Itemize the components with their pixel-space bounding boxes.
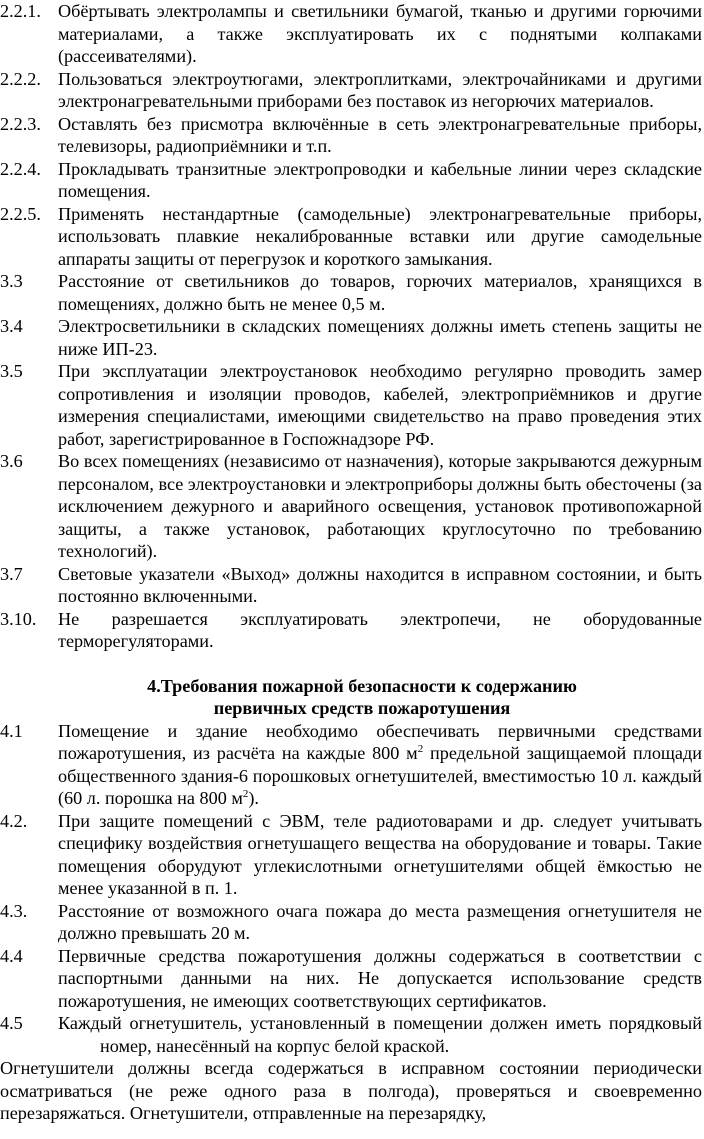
item-text-part: Помещение и здание необходимо обеспечивать первичными средствами пожаротушения, из расчёта на каждые 800 м: [58, 720, 702, 763]
list-item: [0, 270, 704, 315]
item-number: 2.2.3.: [0, 113, 41, 134]
item-number: 4.5: [0, 1013, 23, 1033]
item-text: Не разрешается эксплуатировать электропечи, не оборудованные терморегуляторами.: [58, 608, 702, 651]
item-text: При эксплуатации электроустановок необходимо регулярно проводить замер сопротивления и изоляции проводов, кабелей, электроприёмников и другие измерения специалистами, имеющими свидетельство на право проведения этих работ, зарегистрированное в Госпожнадзоре РФ.: [58, 361, 702, 449]
item-text: Расстояние от возможного очага пожара до места размещения огнетушителя не должно превышать 20 м.: [58, 900, 702, 943]
item-number: 2.2.2.: [0, 68, 41, 89]
list-item: [0, 563, 704, 608]
list-item: [0, 113, 704, 158]
item-text-part: ).: [248, 788, 259, 808]
list-item: [0, 450, 704, 563]
section-4-list: [0, 810, 704, 1013]
item-text: Применять нестандартные (самодельные) электронагревательные приборы, использовать плавкие некалиброванные вставки или другие самодельные аппараты защиты от перегрузок и короткого замыкания.: [58, 203, 702, 269]
item-text: Прокладывать транзитные электропроводки и кабельные линии через складские помещения.: [58, 158, 702, 201]
item-number: 4.2.: [0, 810, 28, 831]
item-number: 2.2.5.: [0, 203, 41, 224]
item-number: 3.6: [0, 451, 23, 471]
list-item: [0, 900, 704, 945]
list-item: [0, 810, 704, 900]
item-number: 3.5: [0, 361, 23, 381]
list-item: [0, 315, 704, 360]
item-text-part: предельной защищаемой площади общественного здания-6 порошковых огнетушителей, вместимостью 10 л. каждый (60 л. порошка на 800 м: [58, 743, 702, 808]
item-text-part: Каждый огнетушитель, установленный в помещении должен иметь порядковый: [58, 1013, 702, 1033]
item-text: При защите помещений с ЭВМ, теле радиотоварами и др. следует учитывать специфику воздействия огнетушащего вещества на оборудование и товары. Такие помещения оборудуют углекислотными огнетушителями общей ёмкостью не менее указанной в п. 1.: [58, 810, 702, 898]
closing-paragraph: Огнетушители должны всегда содержаться в исправном состоянии периодически осматриваться (не реже одного раза в полгода), проверяться и своевременно перезаряжаться. Огнетушители, отправленные на перезарядку,: [0, 1058, 702, 1123]
list-item: [0, 945, 704, 1013]
item-text: Во всех помещениях (независимо от назначения), которые закрываются дежурным персоналом, все электроустановки и электроприборы должны быть обесточены (за исключением дежурного и аварийного освещения, установок противопожарной защиты, а также установок, работающих круглосуточно по требованию технологий).: [58, 451, 702, 561]
item-number: 2.2.1.: [0, 1, 41, 21]
item-text: Электросветильники в складских помещениях должны иметь степень защиты не ниже ИП-23.: [58, 316, 702, 359]
item-number: 4.3.: [0, 900, 28, 921]
list-item: [0, 608, 704, 653]
item-number: 3.4: [0, 316, 23, 336]
superscript: 2: [242, 788, 249, 800]
section-4-heading: [20, 675, 704, 720]
heading-line-1: 4.Требования пожарной безопасности к содержанию: [147, 675, 577, 696]
list-item: [0, 158, 704, 203]
list-item-4-1: [0, 720, 704, 810]
item-text: Пользоваться электроутюгами, электроплитками, электрочайниками и другими электронагревательными приборами без поставок из негорючих материалов.: [58, 68, 702, 111]
item-number: 2.2.4.: [0, 158, 41, 179]
superscript: 2: [417, 743, 424, 755]
item-text-part: номер, нанесённый на корпус белой краской.: [100, 1035, 450, 1056]
item-text: Первичные средства пожаротушения должны содержаться в соответствии с паспортными данными на них. Не допускается использование средств пожаротушения, не имеющих соответствующих сертификатов.: [58, 945, 702, 1011]
item-text: Расстояние от светильников до товаров, горючих материалов, хранящихся в помещениях, должно быть не менее 0,5 м.: [58, 271, 702, 314]
heading-line-2: первичных средств пожаротушения: [213, 698, 511, 718]
item-text: Световые указатели «Выход» должны находится в исправном состоянии, и быть постоянно включенными.: [58, 563, 702, 606]
list-item: [0, 360, 704, 450]
list-item: [0, 68, 704, 113]
list-item-4-5: [0, 1012, 704, 1057]
item-text: Обёртывать электролампы и светильники бумагой, тканью и другими горючими материалами, а также эксплуатировать их с поднятыми колпаками (рассеивателями).: [58, 1, 702, 66]
item-number: 3.10.: [0, 608, 37, 629]
list-item: [0, 203, 704, 271]
item-number: 3.3: [0, 271, 23, 291]
item-number: 4.4: [0, 945, 23, 966]
list-item: [0, 0, 704, 68]
item-number: 3.7: [0, 563, 23, 584]
item-text: Оставлять без присмотра включённые в сеть электронагревательные приборы, телевизоры, радиоприёмники и т.п.: [58, 113, 702, 156]
item-number: 4.1: [0, 720, 23, 741]
